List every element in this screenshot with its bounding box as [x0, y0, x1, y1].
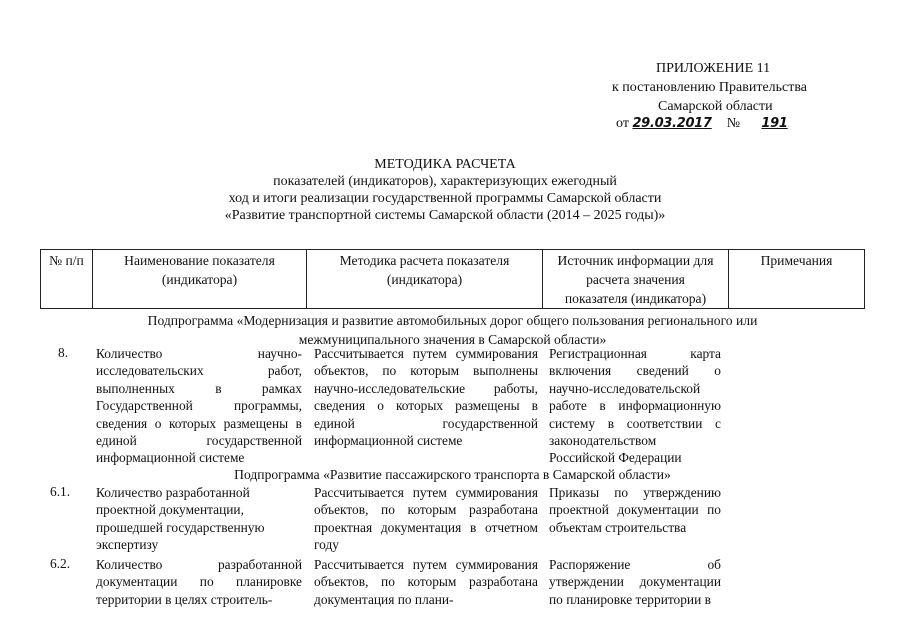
header-source: Источник информации для расчета значения показателя (индикатора) [542, 249, 728, 309]
row-method: Рассчитывается путем суммирования объектов, по которым разработана документация по плани- [314, 557, 538, 607]
row-source: Приказы по утверждению проектной документации по объектам строительства [549, 485, 721, 535]
appendix-date-line [616, 117, 806, 131]
row-method: Рассчитывается путем суммирования объектов, по которым разработана проектная документация в отчетном году [314, 485, 538, 553]
title-line-3: «Развитие транспортной системы Самарской области (2014 – 2025 годы)» [224, 208, 666, 223]
row-indicator-name: Количество разработанной проектной документации, прошедшей государственную экспертизу [96, 485, 265, 553]
row-indicator-name: Количество научно-исследовательских работ, выполненных в рамках Государственной программы, сведения о которых размещены в единой государственной информационной системе [96, 346, 302, 466]
appendix-title: ПРИЛОЖЕНИЕ 11 [656, 61, 771, 76]
header-method: Методика расчета показателя (индикатора) [306, 249, 542, 309]
handwritten-number: 191 [761, 116, 788, 131]
title-line-2: ход и итоги реализации государственной программы Самарской области [228, 191, 662, 206]
section-title-line-2: межмуниципального значения в Самарской области» [298, 332, 607, 347]
date-prefix: от [616, 116, 629, 131]
section-title-line-1: Подпрограмма «Модернизация и развитие автомобильных дорог общего пользования регионального или [147, 313, 758, 328]
section-title-roads [40, 311, 865, 349]
row-method: Рассчитывается путем суммирования объектов, по которым выполнены научно-исследовательские работы, сведения о которых размещены в единой государственной информационной системе [314, 346, 538, 449]
row-source: Регистрационная карта включения сведений о научно-исследовательской работе в информационную систему в соответствии с законодательством Российской Федерации [549, 346, 721, 466]
number-prefix: № [726, 116, 741, 131]
row-number: 6.1. [50, 484, 71, 499]
row-number: 6.2. [50, 556, 71, 571]
appendix-decree: к постановлению Правительства [612, 80, 808, 95]
row-indicator-name: Количество разработанной документации по планировке территории в целях строитель- [96, 557, 302, 607]
section-title-passenger-transport: Подпрограмма «Развитие пассажирского транспорта в Самарской области» [234, 467, 671, 482]
title-heading: МЕТОДИКА РАСЧЕТА [374, 157, 516, 172]
header-indicator-name: Наименование показателя (индикатора) [92, 249, 306, 309]
appendix-region: Самарской области [658, 99, 773, 114]
title-line-1: показателей (индикаторов), характеризующих ежегодный [273, 174, 617, 189]
handwritten-date: 29.03.2017 [632, 116, 712, 131]
header-number: № п/п [40, 249, 92, 309]
row-number: 8. [58, 345, 69, 360]
row-source: Распоряжение об утверждении документации по планировке территории в [549, 557, 721, 607]
document-title [150, 158, 740, 226]
header-notes: Примечания [728, 249, 865, 309]
